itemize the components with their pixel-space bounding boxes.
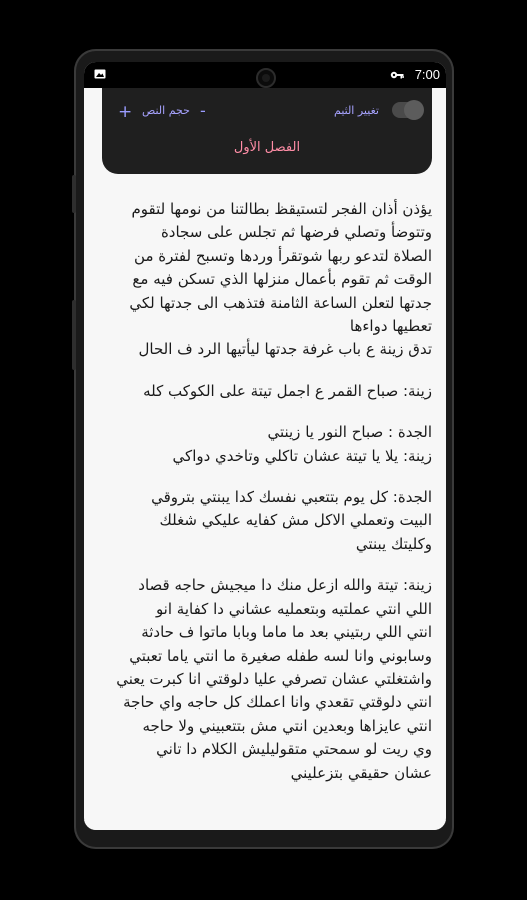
story-line: الصلاة لتدعو ربها شوتقرأ وردها وتسبح لفترة من xyxy=(134,246,432,265)
key-icon xyxy=(390,70,404,80)
story-paragraph xyxy=(102,574,432,785)
decrease-font-button[interactable]: - xyxy=(200,101,206,120)
font-size-label: حجم النص xyxy=(142,104,190,117)
story-line: انتي دلوقتي تقعدي وانا اعملك كل حاجه واي حاجة xyxy=(123,693,432,712)
story-line: جدتها لتعلن الساعة الثامنة فتذهب الى جدتها لكي xyxy=(129,293,432,312)
status-time: 7:00 xyxy=(414,67,440,82)
toggle-knob xyxy=(404,100,424,120)
story-line: وسابوني وانا لسه طفله صغيرة ما انتي ياما تعبتي xyxy=(129,646,432,665)
increase-font-button[interactable]: + xyxy=(118,102,133,122)
story-paragraph xyxy=(102,380,432,403)
chapter-title: الفصل الأول xyxy=(233,140,301,155)
theme-toggle[interactable] xyxy=(392,102,422,118)
story-line: الوقت ثم تقوم بأعمال منزلها الذي تسكن فيه مع xyxy=(132,270,432,289)
camera-icon xyxy=(256,68,276,88)
story-line: وي ريت لو سمحتي متقوليليش الكلام دا تاني xyxy=(156,740,432,759)
story-line: زينة: يلا يا تيتة عشان تاكلي وتاخدي دواكي xyxy=(172,446,432,465)
story-line: البيت وتعملي الاكل مش كفايه عليكي شغلك xyxy=(159,511,432,530)
image-icon xyxy=(94,69,106,79)
story-paragraph xyxy=(102,486,432,556)
story-text xyxy=(102,198,432,803)
story-line: الجدة: كل يوم بتتعبي نفسك كدا يبنتي بتروقي xyxy=(151,488,432,507)
story-line: الجدة : صباح النور يا زينتي xyxy=(267,423,432,442)
story-line: واشتغلتي عشان تصرفي عليا دلوقتي انا كبرت يعني xyxy=(116,669,432,688)
reader-toolbar xyxy=(102,88,432,174)
phone-screen xyxy=(84,62,446,830)
theme-label: تغيير الثيم xyxy=(334,104,379,117)
status-bar xyxy=(84,62,446,88)
story-line: عشان حقيقي بتزعليني xyxy=(290,763,432,782)
story-line: وتتوضأ وتصلي فرضها ثم تجلس على سجادة xyxy=(160,223,432,242)
story-line: انتي عايزاها وبعدين انتي مش بتتعبيني ولا حاجه xyxy=(142,716,432,735)
story-line: اللي انتي عملتيه وبتعمليه عشاني دا كفاية انو xyxy=(155,599,432,618)
story-paragraph xyxy=(102,198,432,362)
story-line: يؤذن أذان الفجر لتستيقظ بطالتنا من نومها لتقوم xyxy=(131,200,432,218)
power-button xyxy=(72,300,76,370)
story-line: وكليتك يبنتي xyxy=(355,534,432,553)
screen-bottom-edge xyxy=(84,820,446,830)
story-paragraph xyxy=(102,421,432,468)
story-line: زينة: صباح القمر ع اجمل تيتة على الكوكب كله xyxy=(143,381,432,400)
story-line: تدق زينة ع باب غرفة جدتها ليأتيها الرد ف الحال xyxy=(138,340,432,359)
story-line: انتي اللي ربتيني بعد ما ماما وبابا ماتوا ف حادثة xyxy=(141,623,432,642)
story-line: زينة: تيتة والله ازعل منك دا ميجيش حاجه قصاد xyxy=(138,576,432,595)
story-line: تعطيها دواءها xyxy=(349,317,432,336)
volume-button xyxy=(72,175,76,213)
